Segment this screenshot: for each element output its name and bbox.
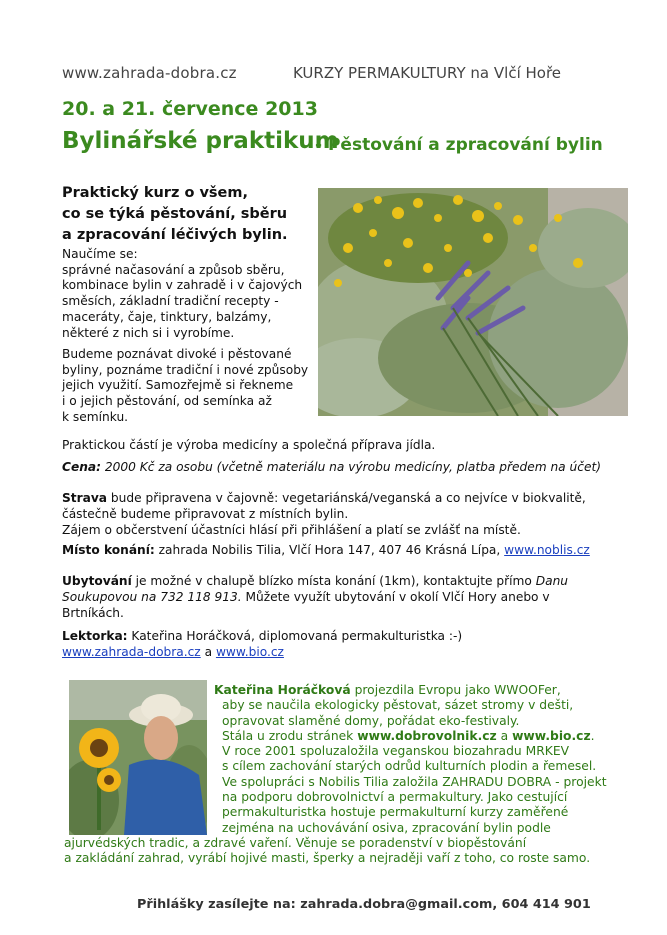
venue-address: zahrada Nobilis Tilia, Vlčí Hora 147, 407 46 Krásná Lípa, [154, 543, 505, 557]
strava-text-2: částečně budeme připravovat z místních bylin. [62, 507, 349, 521]
text-line: i o jejich pěstování, od semínka až [62, 394, 272, 409]
bio-text: Stála u zrodu stránek [222, 728, 358, 743]
header-course-series: KURZY PERMAKULTURY na Vlčí Hoře [293, 64, 562, 82]
lecturer-bio [64, 683, 607, 867]
venue-link[interactable]: www.noblis.cz [504, 543, 590, 557]
lecturer-block [62, 628, 642, 660]
lecturer-photo [69, 680, 207, 835]
accommodation-text-3: Brtníkách. [62, 606, 124, 620]
accommodation-text-2: Můžete využít ubytování v okolí Vlčí Hory anebo v [241, 590, 550, 604]
bio-name: Kateřina Horáčková [214, 683, 351, 697]
accommodation-block [62, 573, 642, 621]
text-line: některé z nich si i vyrobíme. [62, 325, 235, 340]
bio-text: zejména na uchovávání osiva, zpracování bylin podle [222, 820, 551, 835]
venue-line [62, 542, 642, 558]
bio-text: na podporu dobrovolnictví a permakultury. Jako cestující [222, 790, 568, 805]
page-title: Bylinářské praktikum [62, 128, 339, 154]
text-line: Naučíme se: [62, 247, 138, 261]
text-line: k semínku. [62, 409, 129, 424]
bio-text: projezdila Evropu jako WWOOFer, [350, 683, 561, 697]
event-date: 20. a 21. července 2013 [62, 98, 318, 120]
bio-text: Ve spolupráci s Nobilis Tilia založila ZAHRADU DOBRA - projekt [222, 774, 607, 789]
zahrada-dobra-link[interactable]: www.zahrada-dobra.cz [62, 645, 201, 659]
lecturer-name: Kateřina Horáčková, diplomovaná permakulturistka :-) [127, 629, 463, 643]
lecturer-label: Lektorka: [62, 629, 128, 643]
text-line: jejich využití. Samozřejmě si řekneme [62, 378, 294, 393]
strava-label: Strava [62, 491, 108, 505]
budeme-block [62, 347, 308, 426]
link-separator: a [200, 645, 216, 659]
intro-line: co se týká pěstování, sběru [62, 206, 288, 222]
venue-label: Místo konání: [62, 543, 155, 557]
text-line: maceráty, čaje, tinktury, balzámy, [62, 309, 272, 324]
strava-block [62, 490, 642, 538]
page-subtitle: - Pěstování a zpracování bylin [315, 135, 603, 155]
accommodation-text: je možné v chalupě blízko místa konání (1km), kontaktujte přímo [131, 574, 536, 588]
intro-heading [62, 183, 288, 246]
contact-phone: Soukupovou na 732 118 913. [62, 590, 242, 604]
strava-text-3: Zájem o občerstvení účastníci hlásí při přihlášení a platí se zvlášť na místě. [62, 523, 521, 537]
bio-text: V roce 2001 spoluzaložila veganskou biozahradu MRKEV [222, 744, 569, 759]
prakticka-text: Praktickou částí je výroba medicíny a společná příprava jídla. [62, 438, 436, 452]
bio-text: . [590, 728, 595, 743]
bio-link[interactable]: www.bio.cz [215, 645, 284, 659]
strava-text: bude připravena v čajovně: vegetariánská/veganská a co nejvíce v biokvalitě, [107, 491, 586, 505]
herbs-illustration [318, 188, 628, 416]
bio-text: a zakládání zahrad, vyrábí hojivé masti, šperky a nejraději vaří z toho, co roste samo. [64, 851, 591, 866]
text-line: kombinace bylin v zahradě i v čajových [62, 278, 303, 293]
price-line [62, 459, 642, 475]
lecturer-illustration [69, 680, 207, 835]
price-text: 2000 Kč za osobu (včetně materiálu na výrobu medicíny, platba předem na účet) [101, 460, 601, 474]
header-site-url: www.zahrada-dobra.cz [62, 64, 237, 82]
intro-line: a zpracování léčivých bylin. [62, 227, 288, 243]
text-line: Budeme poznávat divoké i pěstované [62, 347, 292, 361]
dobrovolnik-link[interactable]: www.dobrovolnik.cz [357, 728, 497, 743]
text-line: byliny, poznáme tradiční i nové způsoby [62, 362, 309, 377]
intro-line: Praktický kurz o všem, [62, 185, 248, 201]
bio-text: opravovat slaměné domy, pořádat eko-festivaly. [222, 713, 520, 728]
contact-name: Danu [535, 574, 569, 588]
bio-text: a [496, 728, 513, 743]
bio-text: aby se naučila ekologicky pěstovat, sázet stromy v dešti, [222, 698, 574, 713]
bio-text: permakulturistka hostuje permakulturní kurzy zaměřené [222, 805, 569, 820]
text-line: směsích, základní tradiční recepty - [62, 294, 279, 309]
registration-contact: Přihlášky zasílejte na: zahrada.dobra@gmail.com, 604 414 901 [137, 897, 591, 912]
bio-cz-link[interactable]: www.bio.cz [512, 728, 591, 743]
naucime-block [62, 247, 302, 341]
bio-text: ajurvédských tradic, a zdravé vaření. Věnuje se poradenství v biopěstování [64, 835, 527, 850]
accommodation-label: Ubytování [62, 574, 132, 588]
text-line: správné načasování a způsob sběru, [62, 262, 285, 277]
herbs-photo [318, 188, 628, 416]
bio-text: s cílem zachování starých odrůd kulturních plodin a řemesel. [222, 759, 597, 774]
price-label: Cena: [62, 460, 101, 474]
